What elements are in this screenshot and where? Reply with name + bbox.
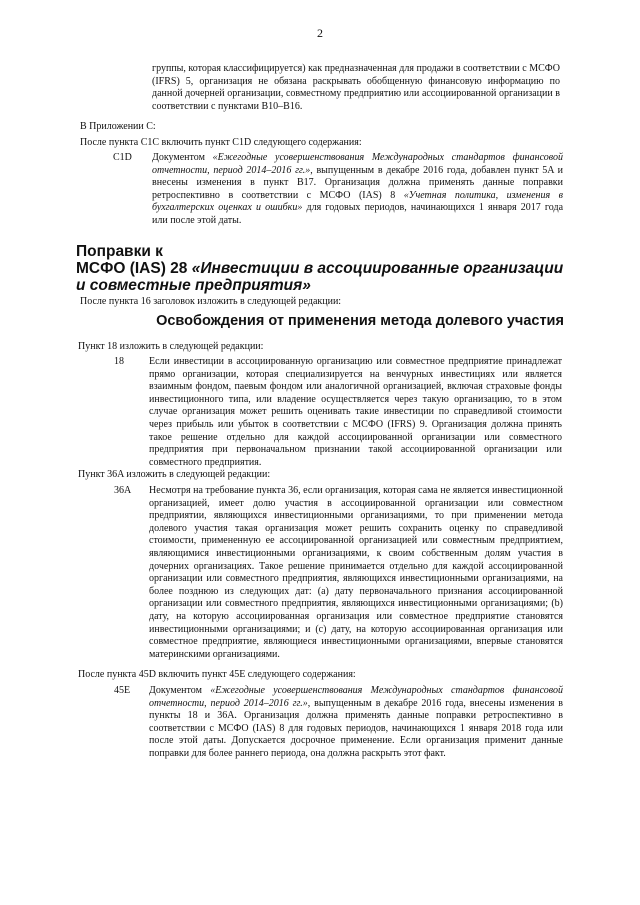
paragraph-16-instruction: После пункта 16 заголовок изложить в следующей редакции: [80,296,342,307]
paragraph-36a-instruction: Пункт 36A изложить в следующей редакции: [78,469,271,480]
paragraph-number: 18 [114,356,124,367]
paragraph-text: Если инвестиции в ассоциированную организацию или совместное предприятие принадлежат прямо организации, которая специализируется на венчурных инвестициях или является взаимным фондом, паевым фондом или аналогичной организацией, включая страховые фонды инвестиционного типа, или владение осуществляется через такую организацию, то в этом случае организация может решить оценивать такие инвестиции по справедливой стоимости через прибыль или убыток в соответствии с МСФО (IFRS) 9. Организация должна принять такое решение отдельно для каждой ассоциированной организации или совместного предприятия при первоначальном признании такой ассоциированной организации или совместного предприятия. [149,356,562,468]
paragraph-45e [114,685,563,765]
page-number: 2 [317,26,323,40]
subheading: Освобождения от применения метода долевого участия [156,313,564,329]
paragraph-36a [114,485,563,665]
paragraph-18-instruction: Пункт 18 изложить в следующей редакции: [78,341,264,352]
paragraph-number: 45E [114,685,131,696]
paragraph-number: C1D [113,152,132,163]
paragraph-text: Несмотря на требование пункта 36, если организация, которая сама не является инвестиционной организацией, имеет долю участия в ассоциированной организации или совместном предприятии, являющихся инвестиционными организациями, то при применении метода долевого участия такая организация может решить сохранить оценку по справедливой стоимости, примененную ее ассоциированной организацией или совместным предприятием, являющимися инвестиционными организациями, к своим собственным долям участия в дочерних организациях. Такое решение принимается отдельно для каждой ассоциированной организации или совместного предприятия, являющихся инвестиционными организациями, на более позднюю из следующих дат: (a) дату первоначального признания ассоциированной организации или совместного предприятия, являющихся инвестиционными организациями; (b) дату, на которую ассоциированная организация или совместное предприятие становятся инвестиционными организациями; и (c) дату, на которую ассоциированная организация или совместное предприятие, являющиеся инвестиционными организациями, впервые становятся материнскими организациями. [149,485,563,660]
top-paragraph: группы, которая классифицируется) как предназначенная для продажи в соответствии с МСФО (IFRS) 5, организация не обязана раскрывать обобщенную финансовую информацию по данной дочерней организации, совместному предприятию или ассоциированной организации в соответствии с пунктами B10–B16. [152,63,560,112]
paragraph-text: Документом «Ежегодные усовершенствования Международных стандартов финансовой отчетности, период 2014–2016 гг.», выпущенным в декабре 2016 года, добавлен пункт 5A и внесены изменения в пункт B17. Организация должна применять данные поправки ретроспективно в соответствии с МСФО (IAS) 8 «Учетная политика, изменения в бухгалтерских оценках и ошибки» для годовых периодов, начинающихся 1 января 2017 года или после этой даты. [152,152,564,226]
paragraph-text: Документом «Ежегодные усовершенствования Международных стандартов финансовой отчетности, период 2014–2016 гг.», выпущенным в декабре 2016 года, внесены изменения в пункты 18 и 36A. Организация должна применять данные поправки ретроспективно в соответствии с МСФО (IAS) 8 для годовых периодов, начинающихся 1 января 2018 года или после этой даты. Допускается досрочное применение. Если организация применит данные поправки для более раннего периода, она должна раскрыть этот факт. [149,685,564,759]
section-heading: Поправки к МСФО (IAS) 28 «Инвестиции в ассоциированные организации и совместные предприятия» [76,243,564,294]
paragraph-c1d [113,152,564,226]
paragraph-45e-instruction: После пункта 45D включить пункт 45E следующего содержания: [78,669,356,680]
paragraph-number: 36A [114,485,132,496]
appendix-c-instruction: В Приложении C: [80,121,156,132]
paragraph-18 [114,356,562,466]
c1d-instruction: После пункта C1C включить пункт C1D следующего содержания: [80,137,362,148]
